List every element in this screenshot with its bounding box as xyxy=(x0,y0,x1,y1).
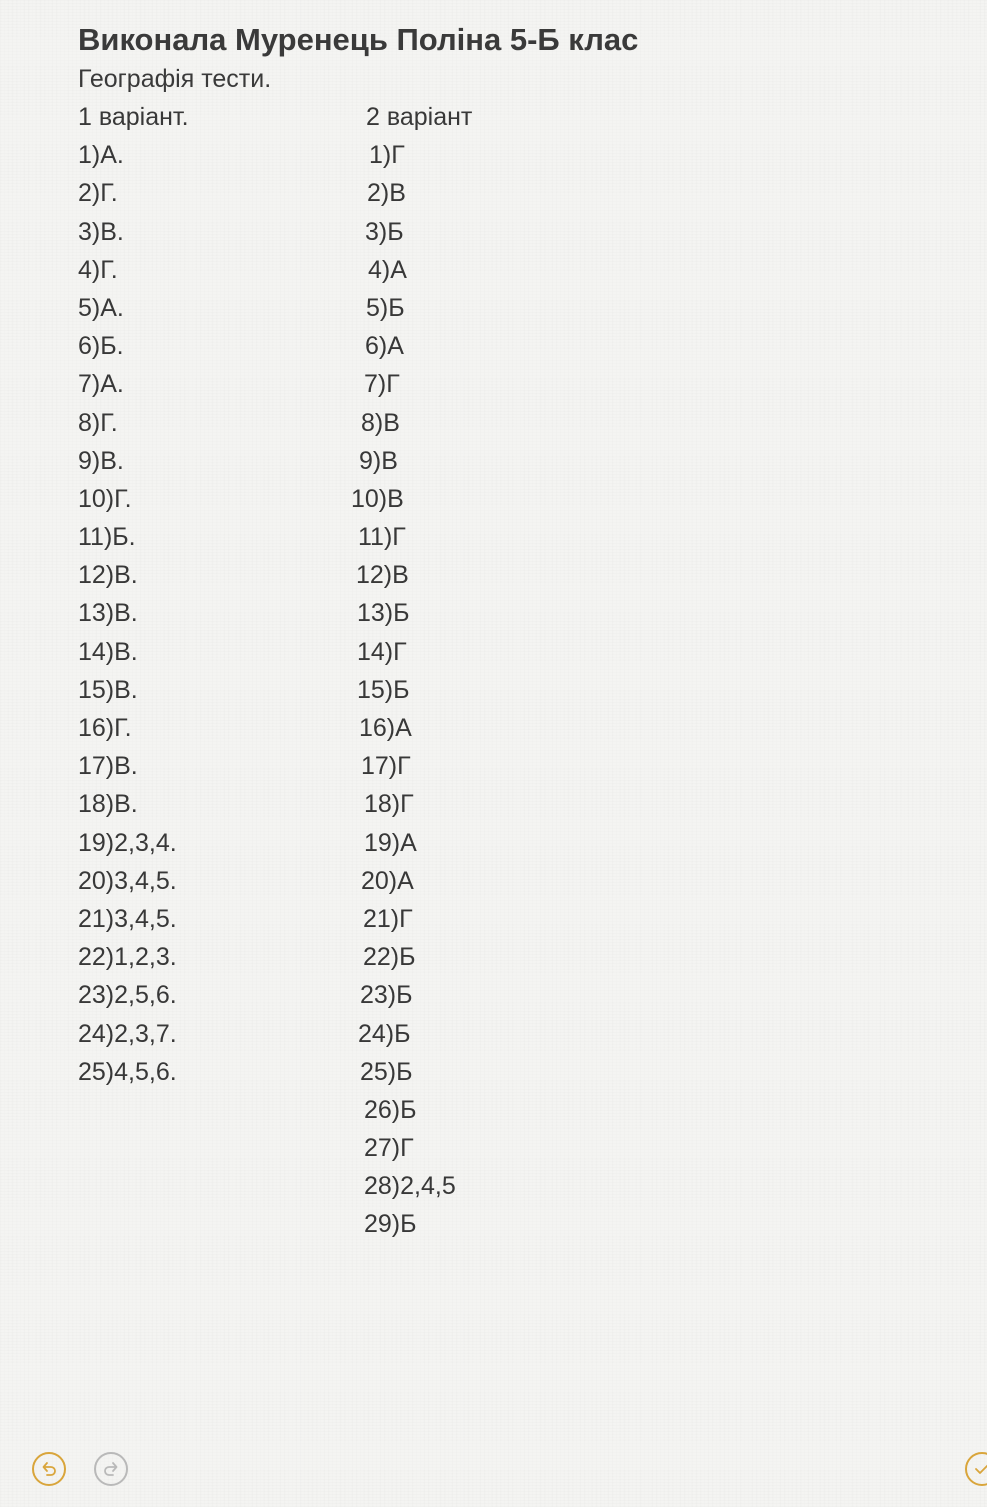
redo-button[interactable] xyxy=(94,1452,128,1486)
answer-row xyxy=(78,251,958,289)
variant-1-answer: 15)В. xyxy=(78,675,138,704)
answer-row xyxy=(78,1205,958,1243)
answer-row xyxy=(78,213,958,251)
variant-1-answer: 22)1,2,3. xyxy=(78,943,177,972)
variant-1-answer: 12)В. xyxy=(78,561,138,590)
answer-row xyxy=(78,900,958,938)
answer-list xyxy=(78,136,958,1243)
answer-row xyxy=(78,938,958,976)
variant-1-answer: 13)В. xyxy=(78,599,138,628)
answer-row xyxy=(78,480,958,518)
answer-row xyxy=(78,976,958,1014)
variant-2-answer: 10)В xyxy=(351,484,404,513)
variant-1-answer: 6)Б. xyxy=(78,332,124,361)
answer-row xyxy=(78,1015,958,1053)
redo-icon xyxy=(101,1459,121,1479)
variant-1-answer: 1)А. xyxy=(78,141,124,170)
variant-1-answer: 21)3,4,5. xyxy=(78,904,177,933)
answer-row xyxy=(78,289,958,327)
variant-1-answer: 8)Г. xyxy=(78,408,118,437)
variant-1-answer: 19)2,3,4. xyxy=(78,828,177,857)
answer-row xyxy=(78,671,958,709)
answer-row xyxy=(78,824,958,862)
variant-2-answer: 29)Б xyxy=(364,1210,417,1239)
bottom-toolbar xyxy=(0,1440,987,1500)
variant-1-answer: 9)В. xyxy=(78,446,124,475)
answer-row xyxy=(78,556,958,594)
variant-2-answer: 27)Г xyxy=(364,1134,414,1163)
variant-2-answer: 9)В xyxy=(359,446,398,475)
answer-row xyxy=(78,174,958,212)
variant-1-header: 1 варіант. xyxy=(78,103,189,131)
answer-row xyxy=(78,365,958,403)
variant-2-answer: 19)А xyxy=(364,828,417,857)
variant-1-answer: 10)Г. xyxy=(78,484,132,513)
variant-1-answer: 2)Г. xyxy=(78,179,118,208)
variant-1-answer: 3)В. xyxy=(78,217,124,246)
checkmark-icon xyxy=(972,1459,987,1479)
variant-2-answer: 4)А xyxy=(368,255,407,284)
variant-2-answer: 22)Б xyxy=(363,943,416,972)
answer-row xyxy=(78,747,958,785)
note-subtitle: Географія тести. xyxy=(78,65,272,93)
variant-2-answer: 7)Г xyxy=(364,370,400,399)
variant-1-answer: 4)Г. xyxy=(78,255,118,284)
variant-1-answer: 11)Б. xyxy=(78,523,136,552)
variant-2-header: 2 варіант xyxy=(366,103,473,131)
answer-row xyxy=(78,1129,958,1167)
variant-1-answer: 5)А. xyxy=(78,293,124,322)
variant-2-answer: 8)В xyxy=(361,408,400,437)
variant-1-answer: 14)В. xyxy=(78,637,138,666)
variant-1-answer: 16)Г. xyxy=(78,714,132,742)
variant-2-answer: 13)Б xyxy=(357,599,410,628)
variant-1-answer: 25)4,5,6. xyxy=(78,1057,177,1086)
note-title: Виконала Муренець Поліна 5-Б клас xyxy=(78,22,639,57)
variant-2-answer: 17)Г xyxy=(361,752,411,781)
variant-1-answer: 23)2,5,6. xyxy=(78,981,177,1010)
answer-row xyxy=(78,1091,958,1129)
variant-2-answer: 6)А xyxy=(365,332,404,361)
answer-row xyxy=(78,785,958,823)
variant-2-answer: 3)Б xyxy=(365,217,404,246)
variant-1-answer: 7)А. xyxy=(78,370,124,399)
answer-row xyxy=(78,442,958,480)
answer-row xyxy=(78,709,958,747)
answer-row xyxy=(78,404,958,442)
answer-row xyxy=(78,327,958,365)
variant-2-answer: 25)Б xyxy=(360,1057,413,1086)
variant-1-answer: 17)В. xyxy=(78,752,138,781)
variant-2-answer: 15)Б xyxy=(357,675,410,704)
variant-2-answer: 5)Б xyxy=(366,293,405,322)
variant-2-answer: 23)Б xyxy=(360,981,413,1010)
variant-2-answer: 28)2,4,5 xyxy=(364,1172,456,1201)
variant-2-answer: 21)Г xyxy=(363,904,413,933)
answer-row xyxy=(78,633,958,671)
variant-2-answer: 2)В xyxy=(367,179,406,208)
undo-button[interactable] xyxy=(32,1452,66,1486)
variant-1-answer: 18)В. xyxy=(78,790,138,819)
variant-2-answer: 11)Г xyxy=(358,523,406,552)
answer-row xyxy=(78,862,958,900)
variant-2-answer: 14)Г xyxy=(357,637,407,666)
undo-icon xyxy=(39,1459,59,1479)
variant-1-answer: 20)3,4,5. xyxy=(78,866,177,895)
answer-row xyxy=(78,136,958,174)
variant-2-answer: 1)Г xyxy=(369,141,405,170)
variant-2-answer: 12)В xyxy=(356,561,409,590)
variant-2-answer: 20)А xyxy=(361,866,414,895)
variant-2-answer: 18)Г xyxy=(364,790,414,819)
variant-2-answer: 26)Б xyxy=(364,1095,417,1124)
variant-2-answer: 24)Б xyxy=(358,1019,411,1048)
answer-row xyxy=(78,518,958,556)
variant-1-answer: 24)2,3,7. xyxy=(78,1019,177,1048)
answer-row xyxy=(78,594,958,632)
done-button[interactable] xyxy=(965,1452,987,1486)
variant-header-row xyxy=(78,98,958,136)
note-body[interactable] xyxy=(78,20,958,1244)
variant-2-answer: 16)А xyxy=(359,714,412,742)
answer-row xyxy=(78,1167,958,1205)
answer-row xyxy=(78,1053,958,1091)
